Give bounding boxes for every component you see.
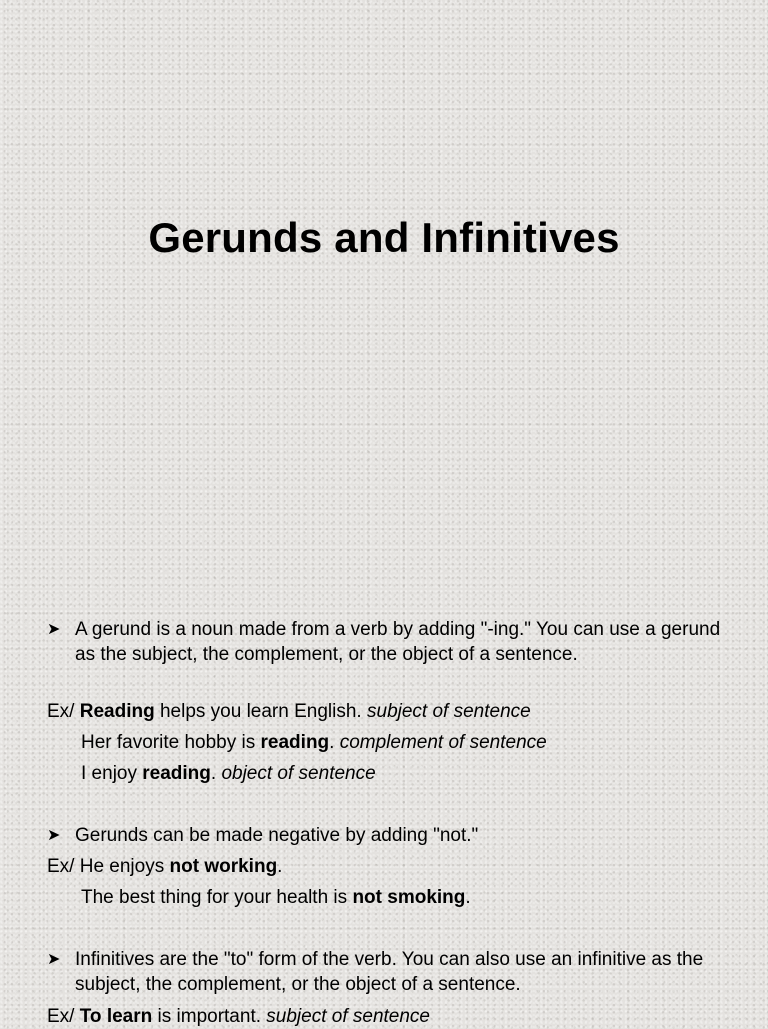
- example-prefix: Ex/: [47, 701, 75, 722]
- example-line: [81, 885, 471, 910]
- example-note: object of sentence: [221, 763, 376, 784]
- bullet-text: Gerunds can be made negative by adding "not.": [75, 825, 479, 846]
- example-keyword: Reading: [79, 701, 155, 722]
- example-line: [47, 699, 531, 724]
- example-text: He enjoys: [79, 856, 165, 877]
- example-prefix: Ex/: [47, 1006, 75, 1027]
- example-punct: .: [329, 732, 335, 753]
- example-note: subject of sentence: [266, 1006, 430, 1027]
- example-keyword: To learn: [79, 1006, 153, 1027]
- example-keyword: not working: [169, 856, 278, 877]
- example-text: is important.: [157, 1006, 261, 1027]
- example-line: [81, 761, 376, 786]
- example-punct: .: [465, 887, 471, 908]
- slide-title: Gerunds and Infinitives: [148, 214, 620, 261]
- example-note: subject of sentence: [367, 701, 531, 722]
- example-keyword: reading: [142, 763, 211, 784]
- content-slide: [0, 570, 768, 1027]
- example-text: helps you learn English.: [159, 701, 362, 722]
- example-punct: .: [277, 856, 283, 877]
- example-line: [47, 1004, 430, 1029]
- example-note: complement of sentence: [339, 732, 547, 753]
- example-text: The best thing for your health is: [81, 887, 348, 908]
- example-prefix: Ex/: [47, 856, 75, 877]
- example-line: [47, 854, 282, 879]
- arrow-bullet-icon: ➤: [47, 827, 61, 844]
- example-keyword: reading: [260, 732, 330, 753]
- bullet-text: Infinitives are the "to" form of the verb. You can also use an infinitive as the subject, the complement, or the object of a sentence.: [75, 949, 704, 995]
- example-text: I enjoy: [81, 763, 137, 784]
- example-punct: .: [210, 763, 217, 784]
- arrow-bullet-icon: ➤: [47, 951, 61, 968]
- example-line: [81, 730, 547, 755]
- example-keyword: not smoking: [352, 887, 466, 908]
- example-text: Her favorite hobby is: [81, 732, 256, 753]
- arrow-bullet-icon: ➤: [47, 621, 61, 638]
- bullet-text: A gerund is a noun made from a verb by adding "-ing." You can use a gerund as the subject, the complement, or the object of a sentence.: [75, 619, 721, 665]
